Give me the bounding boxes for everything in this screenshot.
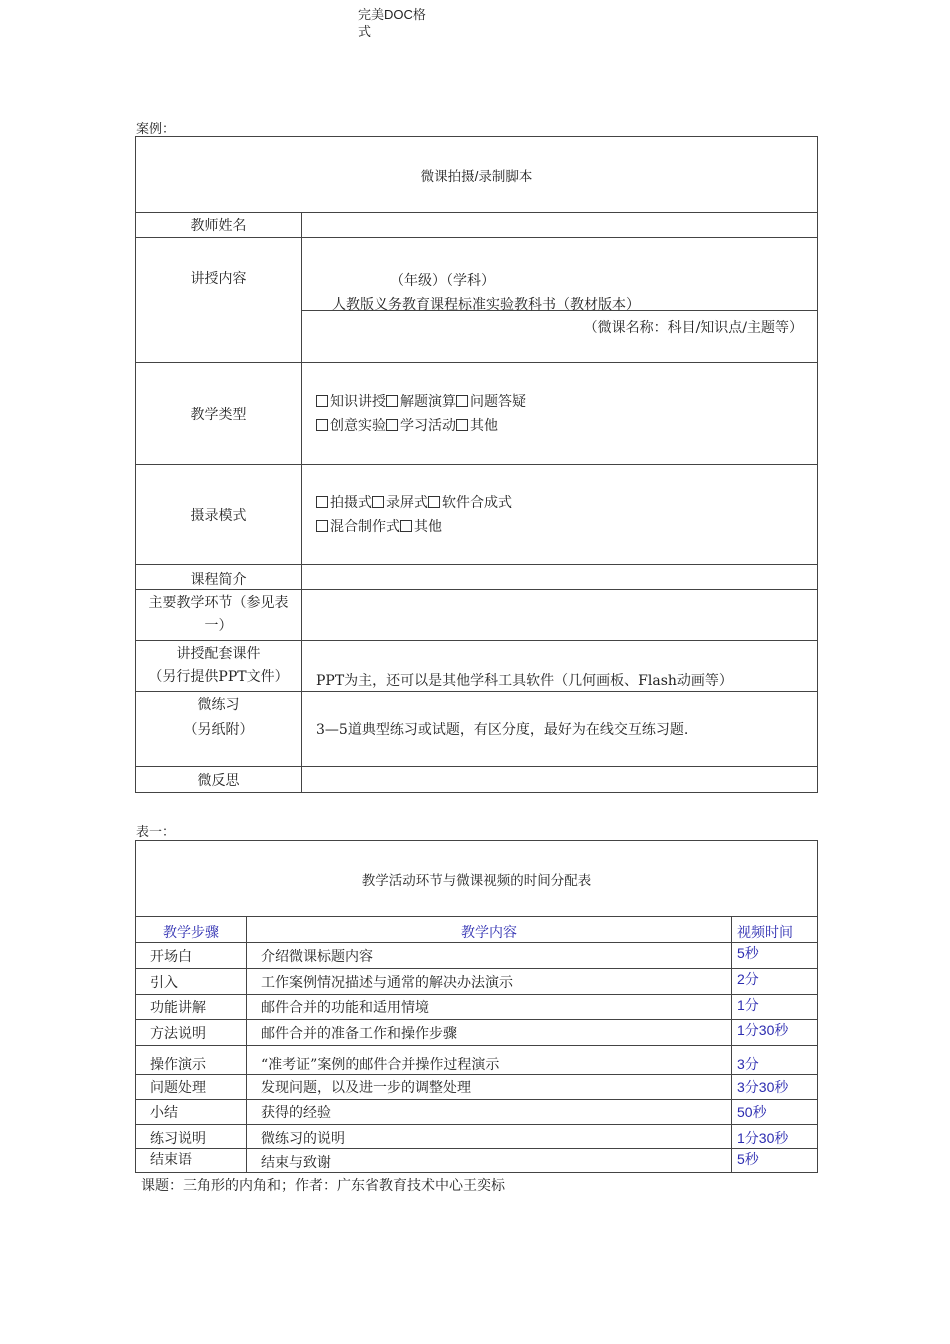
practice-label-line-2: （另纸附） [183, 722, 254, 738]
practice-label-line-1: 微练习 [197, 697, 240, 713]
checkbox[interactable] [316, 395, 328, 407]
table1-label: 表一： [136, 824, 176, 839]
row-time: 50秒 [732, 1100, 818, 1125]
row-content: 邮件合并的准备工作和操作步骤 [247, 1020, 732, 1046]
row-content: 发现问题，以及进一步的调整处理 [247, 1075, 732, 1100]
script-table [135, 136, 818, 793]
teaching-type-line-1 [316, 390, 817, 414]
content-cell [302, 238, 818, 363]
option-label: 拍摄式 [330, 494, 372, 511]
row-content: 工作案例情况描述与通常的解决办法演示 [247, 969, 732, 995]
checkbox[interactable] [316, 419, 328, 431]
course-name-text: （微课名称：科目/知识点/主题等） [583, 320, 804, 336]
option-label: 其他 [414, 518, 442, 535]
option-label: 知识讲授 [330, 393, 386, 410]
footer-note: 课题：三角形的内角和；作者：广东省教育技术中心王奕标 [141, 1178, 505, 1194]
row-step: 小结 [136, 1100, 247, 1125]
content-label: 讲授内容 [136, 238, 302, 363]
checkbox[interactable] [372, 496, 384, 508]
teaching-steps-label [136, 590, 302, 641]
row-time: 1分 [732, 995, 818, 1020]
row-time: 1分30秒 [732, 1020, 818, 1046]
checkbox[interactable] [400, 520, 412, 532]
checkbox[interactable] [428, 496, 440, 508]
row-time: 2分 [732, 969, 818, 995]
courseware-label-line-1: 讲授配套课件 [176, 646, 261, 662]
row-time: 5秒 [732, 943, 818, 969]
row-step: 开场白 [136, 943, 247, 969]
recording-mode-options [302, 465, 818, 565]
teacher-name-label: 教师姓名 [136, 213, 302, 238]
row-time: 5秒 [732, 1149, 818, 1173]
checkbox[interactable] [456, 395, 468, 407]
option-label: 创意实验 [330, 417, 386, 434]
row-time: 3分30秒 [732, 1075, 818, 1100]
courseware-label [136, 641, 302, 692]
case-label: 案例： [136, 121, 176, 136]
courseware-value: PPT为主，还可以是其他学科工具软件（几何画板、Flash动画等） [302, 641, 818, 692]
textbook-text: 人教版义务教育课程标准实验教科书（教材版本） [332, 297, 640, 313]
option-label: 解题演算 [400, 393, 456, 410]
row-step: 练习说明 [136, 1125, 247, 1149]
row-step: 引入 [136, 969, 247, 995]
course-intro-value [302, 565, 818, 590]
practice-value: 3—5道典型练习或试题，有区分度，最好为在线交互练习题. [302, 692, 818, 767]
courseware-label-line-2: （另行提供PPT文件） [148, 669, 289, 685]
checkbox[interactable] [456, 419, 468, 431]
row-content: 微练习的说明 [247, 1125, 732, 1149]
teaching-type-options [302, 363, 818, 465]
teaching-steps-label-line-2: 一） [204, 618, 233, 634]
option-label: 其他 [470, 417, 498, 434]
row-content: “准考证”案例的邮件合并操作过程演示 [247, 1046, 732, 1075]
grade-subject-text: （年级）（学科） [390, 273, 495, 289]
reflection-label: 微反思 [136, 767, 302, 793]
option-label: 学习活动 [400, 417, 456, 434]
teaching-type-label: 教学类型 [136, 363, 302, 465]
teaching-steps-value [302, 590, 818, 641]
reflection-value [302, 767, 818, 793]
checkbox[interactable] [386, 419, 398, 431]
header-time: 视频时间 [732, 917, 818, 943]
time-table [135, 840, 818, 1173]
header-line-2: 式 [358, 24, 372, 39]
row-step: 操作演示 [136, 1046, 247, 1075]
teacher-name-value [302, 213, 818, 238]
row-step: 结束语 [136, 1149, 247, 1173]
row-step: 问题处理 [136, 1075, 247, 1100]
script-table-title: 微课拍摄/录制脚本 [136, 137, 818, 213]
checkbox[interactable] [316, 520, 328, 532]
checkbox[interactable] [316, 496, 328, 508]
checkbox[interactable] [386, 395, 398, 407]
course-intro-label: 课程简介 [136, 565, 302, 590]
teaching-type-line-2 [316, 414, 817, 438]
row-content: 结束与致谢 [247, 1149, 732, 1173]
option-label: 录屏式 [386, 494, 428, 511]
recording-mode-line-2 [316, 515, 817, 539]
time-table-title: 教学活动环节与微课视频的时间分配表 [136, 841, 818, 917]
row-time: 3分 [732, 1046, 818, 1075]
option-label: 软件合成式 [442, 494, 512, 511]
recording-mode-label: 摄录模式 [136, 465, 302, 565]
page-header [358, 6, 438, 40]
row-step: 方法说明 [136, 1020, 247, 1046]
header-step: 教学步骤 [136, 917, 247, 943]
recording-mode-line-1 [316, 491, 817, 515]
row-content: 介绍微课标题内容 [247, 943, 732, 969]
practice-label [136, 692, 302, 767]
row-step: 功能讲解 [136, 995, 247, 1020]
teaching-steps-label-line-1: 主要教学环节（参见表 [148, 595, 289, 611]
header-content: 教学内容 [247, 917, 732, 943]
header-line-1: 完美DOC格 [358, 7, 426, 22]
option-label: 混合制作式 [330, 518, 400, 535]
row-content: 邮件合并的功能和适用情境 [247, 995, 732, 1020]
row-time: 1分30秒 [732, 1125, 818, 1149]
row-content: 获得的经验 [247, 1100, 732, 1125]
option-label: 问题答疑 [470, 393, 526, 410]
